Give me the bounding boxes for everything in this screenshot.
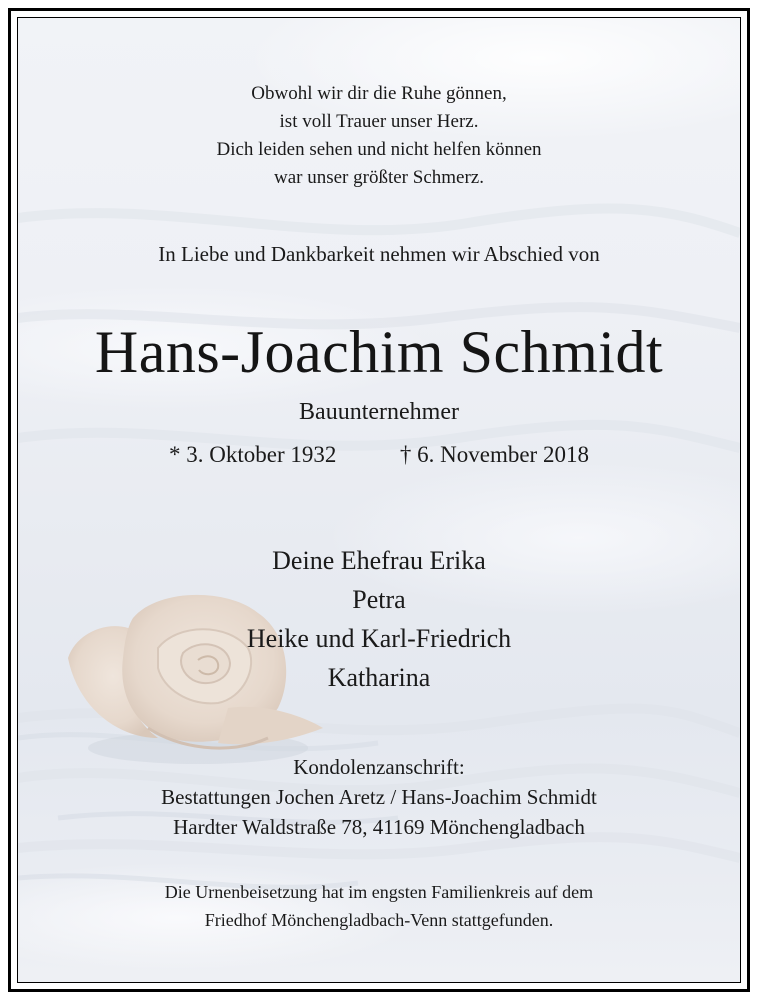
death-date: † 6. November 2018 (399, 442, 589, 467)
poem-line-1: Obwohl wir dir die Ruhe gönnen, (251, 83, 507, 104)
birth-date: * 3. Oktober 1932 (169, 442, 337, 467)
burial-note-line-1: Die Urnenbeisetzung hat im engsten Familienkreis auf dem (164, 882, 594, 902)
family-member-1: Deine Ehefrau Erika (272, 546, 486, 575)
obituary-content (18, 18, 740, 982)
life-dates (18, 442, 740, 468)
deceased-profession: Bauunternehmer (299, 399, 459, 425)
poem-line-3: Dich leiden sehen und nicht helfen können (216, 139, 542, 160)
poem-line-4: war unser größter Schmerz. (274, 167, 484, 188)
family-member-2: Petra (352, 585, 406, 614)
intro-text: In Liebe und Dankbarkeit nehmen wir Abschied von (158, 242, 600, 266)
condolence-address-line-1: Bestattungen Jochen Aretz / Hans-Joachim Schmidt (161, 785, 597, 809)
family-member-4: Katharina (327, 663, 431, 692)
poem-line-2: ist voll Trauer unser Herz. (279, 111, 479, 132)
deceased-name: Hans-Joachim Schmidt (94, 319, 664, 385)
family-member-3: Heike und Karl-Friedrich (246, 624, 512, 653)
condolence-address-line-2: Hardter Waldstraße 78, 41169 Mönchengladbach (173, 815, 585, 839)
burial-note-line-2: Friedhof Mönchengladbach-Venn stattgefunden. (204, 910, 554, 930)
obituary-panel (17, 17, 741, 983)
obituary-frame (8, 8, 750, 992)
condolence-heading: Kondolenzanschrift: (293, 755, 465, 779)
